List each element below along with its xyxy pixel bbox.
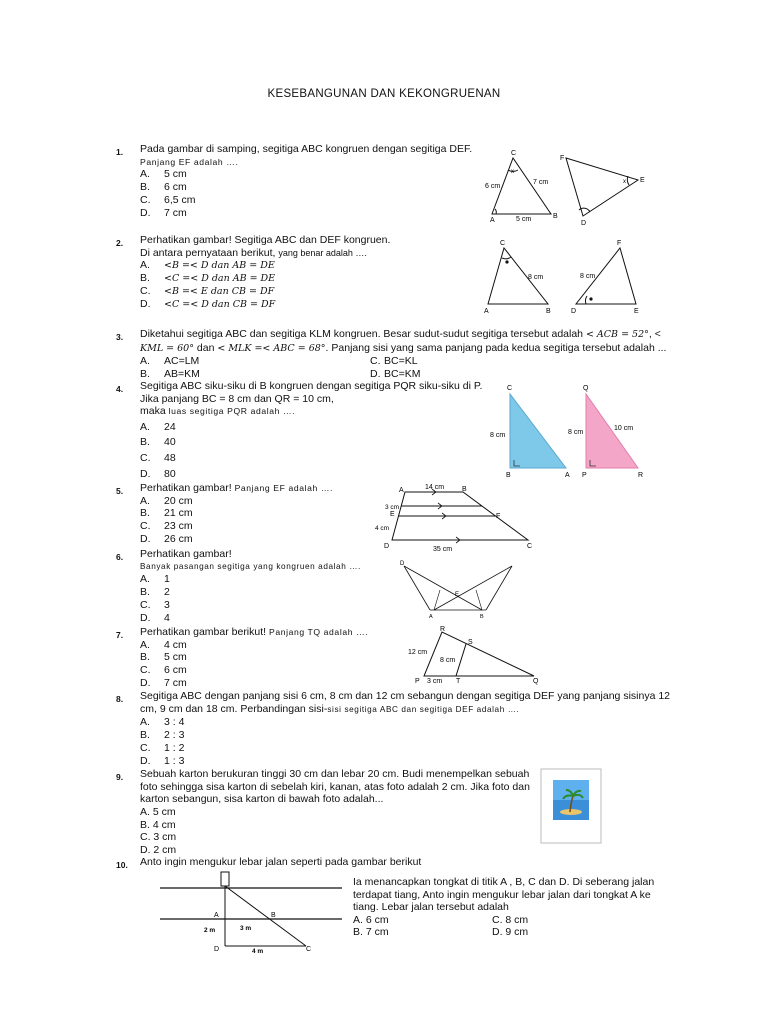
q1-option-c: C. 6,5 cm [140,193,196,206]
q3-options [140,355,662,381]
svg-text:B: B [506,472,511,479]
svg-text:C: C [527,543,533,550]
svg-text:B: B [271,912,276,919]
svg-text:B: B [546,308,551,315]
q5-options [140,495,333,546]
svg-text:5 cm: 5 cm [516,216,532,223]
q5-figure [370,482,540,554]
q6-option-a: A. 1 [140,573,170,586]
svg-text:A: A [565,472,570,479]
q6-option-b: B. 2 [140,585,170,598]
q6-figure [396,558,522,624]
q3-option-a: A. AC=LM [140,355,200,368]
svg-text:4 m: 4 m [252,948,264,955]
svg-text:C: C [511,150,517,157]
svg-text:A: A [490,217,495,224]
svg-text:12 cm: 12 cm [408,649,428,656]
page-title: KESEBANGUNAN DAN KEKONGRUENAN [267,88,501,100]
q6-option-d: D. 4 [140,611,170,624]
svg-text:S: S [468,639,473,646]
q2-option-d: D. <C =< D dan CB = DF [140,297,276,310]
q3-text: Diketahui segitiga ABC dan segitiga KLM kongruen. Besar sudut-sudut segitiga tersebut adalah < ACB = 52°, < KML = 60° dan < MLK =< ABC = 68°. Panjang sisi yang sama panjang pada kedua segitiga tersebut adalah ... A. AC=LM C. BC=KL B. AB=KM D. BC=KM [140,328,667,380]
svg-text:8 cm: 8 cm [568,429,584,436]
q1-text: Pada gambar di samping, segitiga ABC kongruen dengan segitiga DEF. Panjang EF adalah …. A. 5 cm B. 6 cm C. 6,5 cm D. 7 cm [140,143,473,219]
svg-text:2 m: 2 m [204,927,216,934]
q5-option-d: D. 26 cm [140,532,193,545]
svg-text:7 cm: 7 cm [533,179,549,186]
svg-text:D: D [384,543,390,550]
svg-text:B: B [462,486,467,493]
q8-number: 8. [116,694,124,704]
q4-option-b: B. 40 [140,436,176,449]
q9-option-a: A. 5 cm [140,805,176,818]
svg-text:3 m: 3 m [240,925,252,932]
q4-triangle-abc [510,394,566,468]
q5-option-a: A. 20 cm [140,494,193,507]
q5-text: Perhatikan gambar! Panjang EF adalah …. A. 20 cm B. 21 cm C. 23 cm D. 26 cm [140,482,334,545]
q8-option-d: D. 1 : 3 [140,754,185,767]
svg-text:A: A [214,912,219,919]
svg-text:D: D [571,308,577,315]
svg-text:E: E [455,592,460,598]
svg-text:P: P [582,472,587,479]
svg-text:F: F [496,513,501,520]
svg-text:P: P [415,678,420,685]
q4-figure [486,382,656,482]
svg-text:A: A [399,487,404,494]
q7-option-b: B. 5 cm [140,651,187,664]
q2-figure [480,236,660,316]
svg-text:C: C [500,240,506,247]
q10-right-text: Ia menancapkan tongkat di titik A , B, C dan D. Di seberang jalan terdapat tiang, Anto ingin mengukur lebar jalan dari tongkat A ke tiang. Lebar jalan tersebut adalah A. 6 cm C. 8 cm B. 7 cm D. 9 cm [353,876,655,939]
svg-text:B: B [553,213,558,220]
q4-options [140,420,482,482]
q2-options [140,259,390,310]
q1-option-a: A. 5 cm [140,168,187,181]
q7-option-a: A. 4 cm [140,638,187,651]
q3-option-d: D. BC=KM [370,367,421,380]
q2-option-c: C. <B =< E dan CB = DF [140,284,275,297]
q6-option-c: C. 3 [140,598,170,611]
q7-text: Perhatikan gambar berikut! Panjang TQ adalah …. A. 4 cm B. 5 cm C. 6 cm D. 7 cm [140,626,369,689]
svg-text:R: R [638,472,644,479]
svg-text:8 cm: 8 cm [528,274,544,281]
q7-options [140,639,368,690]
q7-number: 7. [116,630,124,640]
q3-option-b: B. AB=KM [140,367,200,380]
q9-option-d: D. 2 cm [140,844,177,857]
svg-text:10 cm: 10 cm [614,425,634,432]
q5-option-c: C. 23 cm [140,520,193,533]
q10-number: 10. [116,860,128,870]
q8-text: Segitiga ABC dengan panjang sisi 6 cm, 8 cm dan 12 cm sebangun dengan segitiga DEF yang panjang sisinya 12 cm, 9 cm dan 18 cm. Perbandingan sisi-sisi segitiga ABC dan segitiga DEF adalah …. A. 3 : 4 B. 2 : 3 C. 1 : 2 D. 1 : 3 [140,690,671,767]
q2-option-a: A. <B =< D dan AB = DE [140,259,275,272]
q1-options [140,168,472,219]
q2-option-b: B. <C =< D dan AB = DE [140,271,276,284]
q9-karton-figure [540,768,604,846]
svg-text:E: E [634,308,639,315]
svg-text:Q: Q [583,385,589,392]
q7-option-d: D. 7 cm [140,676,187,689]
q10-figure [156,868,346,958]
svg-text:F: F [560,155,565,162]
q4-option-d: D. 80 [140,467,176,480]
q8-option-c: C. 1 : 2 [140,741,185,754]
svg-text:3 cm: 3 cm [385,504,400,511]
q8-option-a: A. 3 : 4 [140,716,185,729]
q9-option-c: C. 3 cm [140,831,177,844]
q9-text: Sebuah karton berukuran tinggi 30 cm dan lebar 20 cm. Budi menempelkan sebuah foto sehingga sisa karton di sebelah kiri, kanan, atas foto adalah 2 cm. Jika foto dan karton sebangun, sisa karton di bawah foto adalah... A. 5 cm B. 4 cm C. 3 cm D. 2 cm [140,768,530,857]
q10-text: Anto ingin mengukur lebar jalan seperti pada gambar berikut [140,856,422,868]
svg-text:6 cm: 6 cm [485,183,501,190]
svg-text:35 cm: 35 cm [433,546,453,553]
svg-text:D: D [214,946,220,953]
svg-text:x: x [511,169,514,175]
q8-options [140,716,670,767]
q5-number: 5. [116,486,124,496]
svg-text:Q: Q [533,678,539,685]
q2-number: 2. [116,238,124,248]
svg-text:E: E [640,177,645,184]
q1-option-b: B. 6 cm [140,180,187,193]
q3-number: 3. [116,332,124,342]
q9-option-b: B. 4 cm [140,818,176,831]
q4-text: Segitiga ABC siku-siku di B kongruen dengan segitiga PQR siku-siku di P. Jika panjang BC = 8 cm dan QR = 10 cm, maka luas segitiga PQR adalah …. A. 24 B. 40 C. 48 D. 80 [140,380,482,482]
q8-option-b: B. 2 : 3 [140,728,185,741]
q6-options [140,573,361,624]
svg-text:B: B [480,614,484,620]
q5-option-b: B. 21 cm [140,507,193,520]
svg-text:8 cm: 8 cm [440,657,456,664]
q4-number: 4. [116,384,124,394]
svg-text:C: C [306,946,312,953]
svg-text:4 cm: 4 cm [375,525,390,532]
q4-option-a: A. 24 [140,420,176,433]
q1-option-d: D. 7 cm [140,206,187,219]
q7-option-c: C. 6 cm [140,664,187,677]
tiang-icon [221,872,229,886]
svg-text:8 cm: 8 cm [490,432,506,439]
svg-text:3 cm: 3 cm [427,678,443,685]
q10-options: A. 6 cm C. 8 cm B. 7 cm D. 9 cm [353,913,529,939]
svg-text:A: A [429,614,433,620]
q4-option-c: C. 48 [140,451,176,464]
svg-text:R: R [440,626,446,633]
q1-figure [478,146,658,228]
q2-text: Perhatikan gambar! Segitiga ABC dan DEF kongruen. Di antara pernyataan berikut, yang benar adalah …. A. <B =< D dan AB = DE B. <C =< D dan AB = DE C. <B =< E dan CB = DF D. <C =< D dan CB = DF [140,234,391,310]
svg-text:E: E [390,511,395,518]
svg-text:14 cm: 14 cm [425,484,445,491]
q6-number: 6. [116,552,124,562]
svg-text:D: D [581,220,587,227]
svg-text:F: F [617,240,622,247]
svg-text:D: D [400,561,405,567]
svg-text:C: C [507,385,513,392]
svg-text:x: x [623,179,626,185]
q6-text: Perhatikan gambar! Banyak pasangan segitiga yang kongruen adalah …. A. 1 B. 2 C. 3 D. 4 [140,548,361,624]
svg-text:A: A [484,308,489,315]
q7-figure [404,624,550,688]
q9-options [140,806,530,857]
svg-text:T: T [456,678,461,685]
q3-option-c: C. BC=KL [370,355,418,368]
q1-number: 1. [116,147,124,157]
svg-text:8 cm: 8 cm [580,273,596,280]
q9-number: 9. [116,772,124,782]
